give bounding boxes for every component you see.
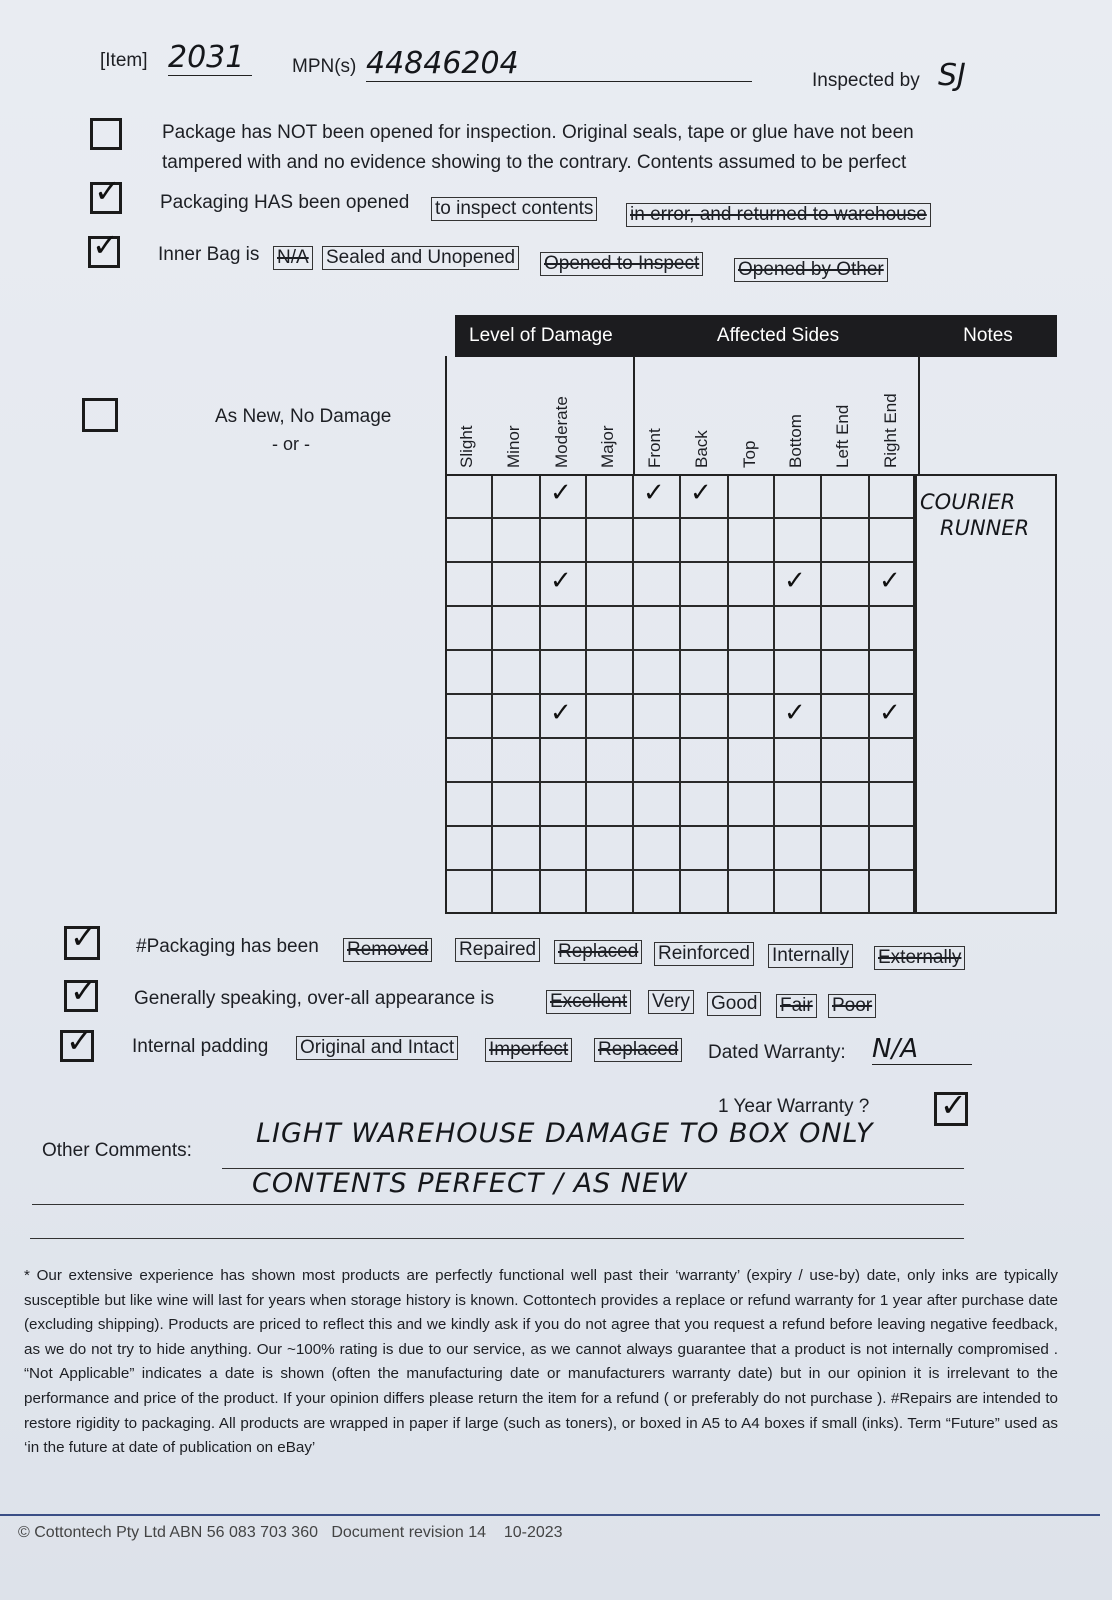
column-header-bottom: Bottom [786, 414, 805, 468]
header-divider [633, 356, 635, 474]
option-repaired[interactable]: Repaired [455, 938, 540, 962]
inspected-by-label: Inspected by [812, 70, 920, 91]
footer-text: © Cottontech Pty Ltd ABN 56 083 703 360 Document revision 14 10-2023 [18, 1524, 563, 1541]
column-header-minor: Minor [504, 425, 523, 468]
opened-option-inspect[interactable]: to inspect contents [431, 197, 597, 221]
item-label: [Item] [100, 50, 148, 71]
damage-tick-icon: ✓ [879, 698, 901, 728]
header-notes: Notes [919, 315, 1057, 357]
header-level-of-damage: Level of Damage [455, 315, 637, 357]
damage-tick-icon: ✓ [784, 566, 806, 596]
inner-bag-text: Inner Bag is [158, 244, 260, 265]
opened-option-error[interactable]: in error, and returned to warehouse [626, 203, 931, 227]
notes-box[interactable] [915, 474, 1057, 914]
option-internally[interactable]: Internally [768, 944, 853, 968]
opened-text: Packaging HAS been opened [160, 192, 410, 213]
footer-rule [0, 1514, 1100, 1516]
option-original-intact[interactable]: Original and Intact [296, 1036, 458, 1060]
damage-tick-icon: ✓ [550, 566, 572, 596]
inner-bag-tick-icon: ✓ [92, 226, 119, 264]
option-padding-replaced[interactable]: Replaced [594, 1038, 682, 1062]
inspected-by-value[interactable]: SJ [938, 58, 966, 93]
opened-tick-icon: ✓ [94, 172, 121, 210]
item-value[interactable]: 2031 [168, 40, 252, 76]
notes-line-2: RUNNER [940, 516, 1030, 540]
column-header-top: Top [740, 440, 759, 468]
column-header-left-end: Left End [833, 404, 852, 468]
option-very[interactable]: Very [648, 990, 694, 1014]
year-warranty-tick-icon: ✓ [940, 1086, 967, 1124]
header-divider [445, 356, 447, 474]
year-warranty-label: 1 Year Warranty ? [718, 1096, 870, 1117]
damage-tick-icon: ✓ [643, 478, 665, 508]
option-poor[interactable]: Poor [828, 994, 876, 1018]
option-removed[interactable]: Removed [343, 938, 432, 962]
as-new-checkbox[interactable] [82, 398, 118, 432]
appearance-text: Generally speaking, over-all appearance is [134, 988, 495, 1009]
comment-line-2[interactable]: CONTENTS PERFECT / AS NEW [252, 1168, 688, 1199]
option-reinforced[interactable]: Reinforced [654, 942, 754, 966]
inner-bag-option-na[interactable]: N/A [273, 246, 313, 270]
column-header-right-end: Right End [881, 393, 900, 468]
damage-tick-icon: ✓ [550, 698, 572, 728]
comment-rule-2 [32, 1204, 964, 1205]
damage-tick-icon: ✓ [550, 478, 572, 508]
comment-line-1[interactable]: LIGHT WAREHOUSE DAMAGE TO BOX ONLY [256, 1118, 874, 1149]
appearance-tick-icon: ✓ [70, 972, 97, 1010]
inner-bag-option-sealed[interactable]: Sealed and Unopened [322, 246, 519, 270]
notes-line-1: COURIER [920, 490, 1016, 514]
column-header-moderate: Moderate [552, 396, 571, 468]
other-comments-label: Other Comments: [42, 1140, 192, 1161]
grid-border [445, 474, 915, 914]
mpn-label: MPN(s) [292, 56, 357, 77]
column-header-back: Back [692, 430, 711, 468]
option-fair[interactable]: Fair [776, 994, 817, 1018]
column-header-major: Major [598, 425, 617, 468]
option-excellent[interactable]: Excellent [546, 990, 631, 1014]
column-header-slight: Slight [457, 425, 476, 468]
option-replaced[interactable]: Replaced [554, 940, 642, 964]
comment-rule-3 [30, 1238, 964, 1239]
damage-tick-icon: ✓ [690, 478, 712, 508]
packaging-been-tick-icon: ✓ [70, 918, 97, 956]
header-affected-sides: Affected Sides [636, 315, 920, 357]
inner-bag-option-opened-inspect[interactable]: Opened to Inspect [540, 252, 703, 276]
option-good[interactable]: Good [707, 992, 761, 1016]
not-opened-text [162, 118, 914, 178]
as-new-label: As New, No Damage [215, 406, 392, 427]
padding-text: Internal padding [132, 1036, 269, 1057]
footnote: * Our extensive experience has shown most products are perfectly functional well past their ‘warranty’ (expiry / use-by) date, only inks are typically susceptible but like wine will last for years when storage history is known. Cottontech provides a replace or refund warranty for 1 year after purchase date (excluding shipping). Products are priced to reflect this and we kindly ask if you do not agree that you request a refund before leaving negative feedback, as we do not try to hide anything. Our ~100% rating is due to our service, as we cannot always guarantee that a product is not internally compromised . “Not Applicable” indicates a date is shown (often the manufacturing date or manufacturers warranty date) but in our opinion it is irrelevant to the performance and price of the product. If your opinion differs please return the item for a refund ( or preferably do not purchase ). #Repairs are intended to restore rigidity to packaging. All products are wrapped in paper if large (such as toners), or boxed in A5 to A4 boxes if small (inks). Term “Future” used as ‘in the future at date of publication on eBay’ [24, 1267, 1058, 1457]
mpn-value[interactable]: 44846204 [366, 46, 752, 82]
damage-tick-icon: ✓ [879, 566, 901, 596]
damage-tick-icon: ✓ [784, 698, 806, 728]
dated-warranty-value[interactable]: N/A [872, 1034, 972, 1065]
option-imperfect[interactable]: Imperfect [485, 1038, 572, 1062]
option-externally[interactable]: Externally [874, 946, 965, 970]
header-divider [918, 356, 920, 474]
padding-tick-icon: ✓ [66, 1022, 93, 1060]
packaging-been-text: #Packaging has been [136, 936, 319, 957]
column-header-front: Front [645, 428, 664, 468]
not-opened-line-2: tampered with and no evidence showing to the contrary. Contents assumed to be perfect [162, 152, 907, 173]
not-opened-line-1: Package has NOT been opened for inspection. Original seals, tape or glue have not been [162, 122, 914, 143]
not-opened-checkbox[interactable] [90, 118, 122, 150]
or-label: - or - [272, 434, 310, 454]
inner-bag-option-opened-other[interactable]: Opened by Other [734, 258, 888, 282]
dated-warranty-label: Dated Warranty: [708, 1042, 846, 1063]
